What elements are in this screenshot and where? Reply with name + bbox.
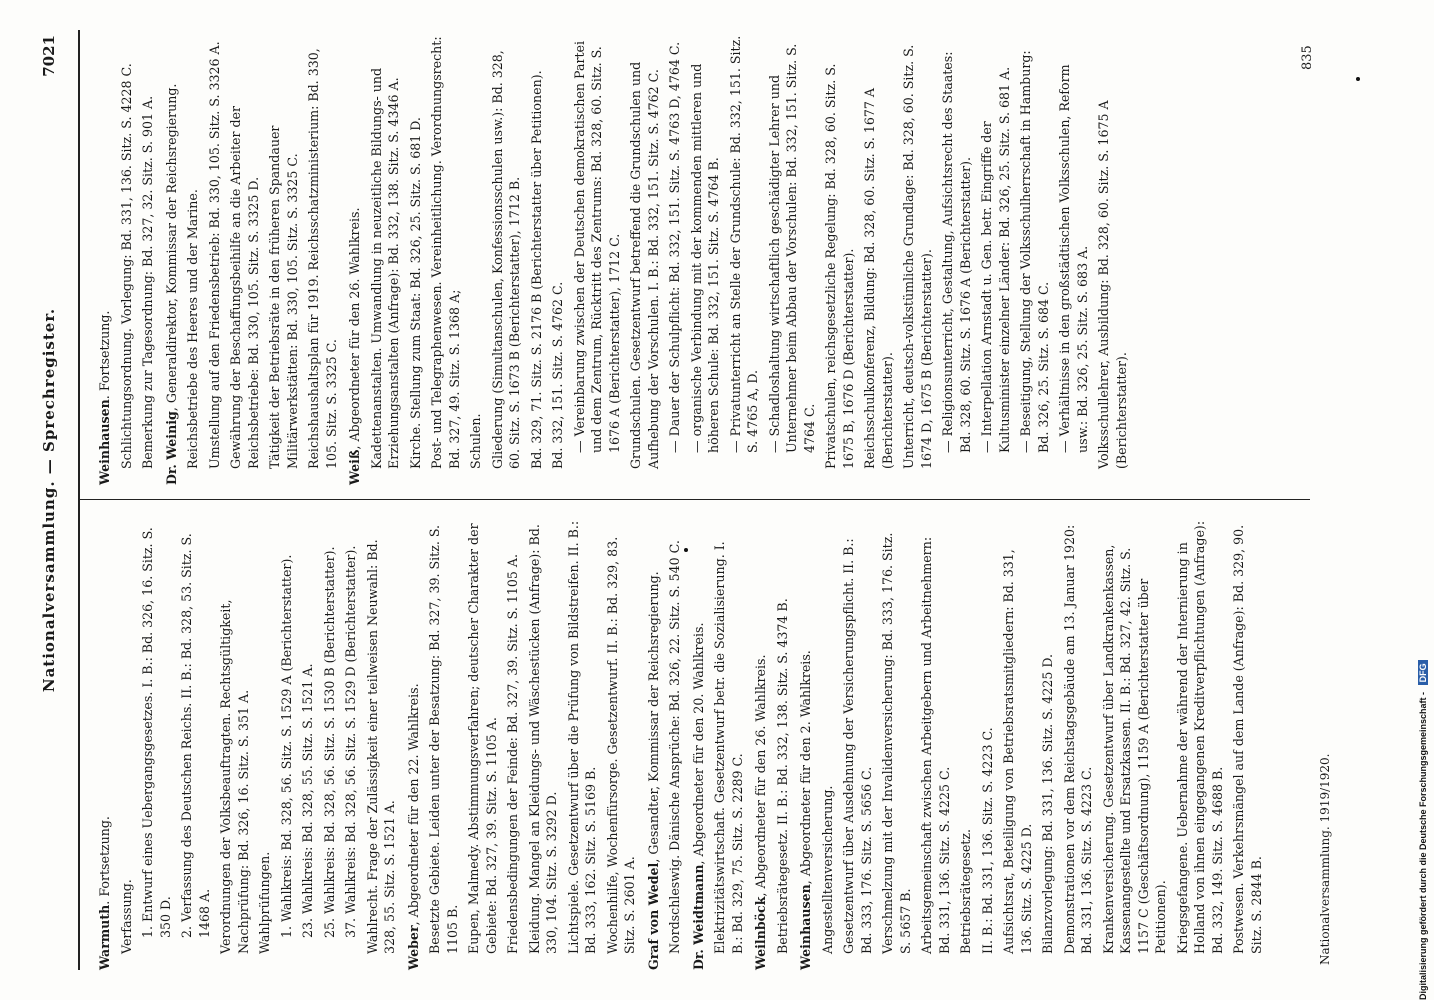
sheet-number: 835 <box>1300 45 1315 70</box>
header-title: Nationalversammlung. — Sprechregister. <box>40 307 58 693</box>
register-entry: II. B.: Bd. 331, 136. Sitz. S. 4223 C. <box>979 727 995 954</box>
register-entry: Arbeitsgemeinschaft zwischen Arbeitgebern und Arbeitnehmern: Bd. 331, 136. Sitz. S. 4225 C. <box>919 536 952 954</box>
register-entry: Krankenversicherung. Gesetzentwurf über Landkrankenkassen, Kassenangestellte und Ersatzkassen. II. B.: Bd. 327, 42. Sitz. S. 1157 C (Geschäftsordnung), 1159 A (Berichterstatter über Petitionen). <box>1100 544 1168 954</box>
register-entry: Verschmelzung mit der Invalidenversicherung: Bd. 333, 176. Sitz. S. 5657 B. <box>880 532 913 954</box>
register-entry: Post- und Telegraphenwesen. Vereinheitlichung. Verordnungsrecht: Bd. 327, 49. Sitz. S. 1368 A; <box>429 36 462 469</box>
register-entry: Volksschullehrer, Ausbildung: Bd. 328, 60. Sitz. S. 1675 A (Berichterstatter). <box>1096 100 1129 469</box>
dfg-logo-text: DFG <box>1418 660 1428 685</box>
register-entry: — organische Verbindung mit der kommenden mittleren und höheren Schule: Bd. 332, 151. Sitz. S. 4764 B. <box>688 63 721 453</box>
register-entry: Wochenhilfe, Wochenfürsorge. Gesetzentwurf. II. B.: Bd. 329, 83. Sitz. S. 2601 A. <box>604 536 637 954</box>
ink-dot <box>684 548 688 552</box>
register-entry: Gliederung (Simultanschulen, Konfessionsschulen usw.): Bd. 328, 60. Sitz. S. 1673 B (Berichterstatter), 1712 B. <box>489 50 522 469</box>
register-entry: Gewährung der Beschaffungsbeihilfe an die Arbeiter der Reichsbetriebe: Bd. 330, 105. Sitz. S. 3325 D. <box>228 105 261 469</box>
register-entry: Weiß, Abgeordneter für den 26. Wahlkreis. <box>347 207 362 485</box>
funding-notice: Digitalisierung gefördert durch die Deutsche Forschungsgemeinschaft - <box>1418 691 1428 1000</box>
column-divider <box>80 499 1310 500</box>
page-header <box>40 35 70 965</box>
register-entry: Unterricht, deutsch-volkstümliche Grundlage: Bd. 328, 60. Sitz. S. 1674 D, 1675 B (Berichterstatter). <box>901 44 934 469</box>
register-entry: Angestelltenversicherung. <box>819 785 835 954</box>
register-entry: — Verhältnisse in den großstädtischen Volksschulen, Reform usw.: Bd. 326, 25. Sitz. S. 683 A. <box>1057 64 1090 453</box>
register-entry: 37. Wahlkreis: Bd. 328, 56. Sitz. S. 1529 D (Berichterstatter). <box>343 545 358 938</box>
register-entry: Eupen, Malmedy. Abstimmungsverfahren; deutscher Charakter der Gebiete: Bd. 327, 39. Sitz. S. 1105 A. <box>466 523 499 954</box>
register-entry: Bd. 329, 71. Sitz. S. 2176 B (Berichterstatter über Petitionen). <box>528 70 544 469</box>
register-entry: Reichsbetriebe des Heeres und der Marine. <box>185 189 200 469</box>
side-notice-text <box>1418 20 1428 1000</box>
register-entry: Kleidung. Mangel an Kleidungs- und Wäschestücken (Anfrage): Bd. 330, 104. Sitz. S. 3292 D. <box>526 524 559 954</box>
register-entry: Dr. Weidtmann, Abgeordneter für den 20. Wahlkreis. <box>690 622 706 970</box>
register-entry: Aufsichtsrat, Beteiligung von Betriebsratsmitgliedern: Bd. 331, 136. Sitz. S. 4225 D. <box>1001 549 1034 954</box>
register-entry: Bilanzvorlegung: Bd. 331, 136. Sitz. S. 4225 D. <box>1040 653 1055 954</box>
register-entry: Dr. Weinig, Generaldirektor, Kommissar der Reichsregierung. <box>163 83 179 485</box>
register-entry: 25. Wahlkreis: Bd. 328, 56. Sitz. S. 1530 B (Berichterstatter). <box>321 546 337 938</box>
register-entry: 1. Entwurf eines Uebergangsgesetzes. I. B.: Bd. 326, 16. Sitz. S. 350 D. <box>140 527 173 938</box>
register-entry: Gesetzentwurf über Ausdehnung der Versicherungspflicht. II. B.: Bd. 333, 176. Sitz. S. 5656 C. <box>841 538 874 954</box>
register-entry: Postwesen. Verkehrsmängel auf dem Lande (Anfrage): Bd. 329, 90. Sitz. S. 2844 B. <box>1231 524 1264 954</box>
register-entry: Weinhausen, Abgeordneter für den 2. Wahlkreis. <box>798 650 813 970</box>
register-entry: Reichshaushaltsplan für 1919. Reichsschatzministerium: Bd. 330, 105. Sitz. S. 3325 C. <box>306 48 339 469</box>
register-entry: Lichtspiele. Gesetzentwurf über die Prüfung von Bildstreifen. II. B.: Bd. 333, 162. Sitz. S. 5169 B. <box>565 520 598 954</box>
register-entry: Wahlprüfungen. <box>257 851 272 954</box>
register-entry: Umstellung auf den Friedensbetrieb: Bd. 330, 105. Sitz. S. 3326 A. <box>206 41 222 469</box>
register-entry: Grundschulen. Gesetzentwurf betreffend die Grundschulen und Aufhebung der Vorschulen. I. B.: Bd. 332, 151. Sitz. S. 4762 C. <box>628 61 661 469</box>
register-entry: Graf von Wedel, Gesandter, Kommissar der Reichsregierung. <box>645 571 661 970</box>
register-entry: — Interpellation Arnstadt u. Gen. betr. Eingriffe der Kultusminister einzelner Länder: Bd. 326, 25. Sitz. S. 681 A. <box>979 66 1012 453</box>
register-entry: Betriebsrätegesetz. <box>958 829 973 954</box>
register-entry: Schulen. <box>468 413 483 469</box>
register-entry: Privatschulen, reichsgesetzliche Regelung: Bd. 328, 60. Sitz. S. 1675 B, 1676 D (Berichterstatter). <box>823 63 856 469</box>
register-entry: Schlichtungsordnung. Vorlegung: Bd. 331, 136. Sitz. S. 4228 C. <box>118 63 134 469</box>
ink-dot <box>1356 77 1360 81</box>
register-entry: 23. Wahlkreis: Bd. 328, 55. Sitz. S. 1521 A. <box>300 663 315 938</box>
left-column <box>90 520 1269 970</box>
footer-text: Nationalversammlung. 1919/1920. <box>1318 753 1332 965</box>
register-entry: — Beseitigung, Stellung der Volksschulherrschaft in Hamburg: Bd. 326, 25. Sitz. S. 684 C. <box>1018 50 1051 453</box>
register-entry: Reichsschulkonferenz, Bildung: Bd. 328, 60. Sitz. S. 1677 A (Berichterstatter). <box>862 87 895 469</box>
register-entry: Weilnböck, Abgeordneter für den 26. Wahlkreis. <box>753 654 768 970</box>
register-entry: Bd. 332, 151. Sitz. S. 4762 C. <box>550 281 565 469</box>
register-entry: Wahlrecht. Frage der Zulässigkeit einer teilweisen Neuwahl: Bd. 328, 55. Sitz. S. 1521 A. <box>364 539 397 954</box>
register-entry: Warmuth. Fortsetzung. <box>97 816 112 970</box>
register-entry: Friedensbedingungen der Feinde: Bd. 327, 39. Sitz. S. 1105 A. <box>505 554 520 954</box>
register-entry: Kadettenanstalten. Umwandlung in neuzeitliche Bildungs- und Erziehungsanstalten (Anfrage): Bd. 332, 138. Sitz. S. 4346 A. <box>368 67 401 469</box>
register-entry: Verfassung. <box>118 879 134 954</box>
register-entry: 1. Wahlkreis: Bd. 328, 56. Sitz. S. 1529 A (Berichterstatter). <box>278 554 294 938</box>
register-entry: — Privatunterricht an Stelle der Grundschule: Bd. 332, 151. Sitz. S. 4765 A, D. <box>727 35 760 453</box>
right-column <box>90 35 1134 485</box>
register-entry: Elektrizitätswirtschaft. Gesetzentwurf betr. die Sozialisierung. I. B.: Bd. 329, 75. Sitz. S. 2289 C. <box>712 541 745 954</box>
register-entry: — Schadloshaltung wirtschaftlich geschädigter Lehrer und Unternehmer beim Abbau der Vorschulen: Bd. 332, 151. Sitz. S. 4764 C. <box>766 43 817 453</box>
register-entry: — Dauer der Schulpflicht: Bd. 332, 151. Sitz. S. 4763 D, 4764 C. <box>667 41 682 453</box>
page-number: 7021 <box>40 35 58 77</box>
header-rule <box>78 30 80 970</box>
register-entry: Nordschleswig. Dänische Ansprüche: Bd. 326, 22. Sitz. S. 540 C. <box>667 540 682 954</box>
register-entry: Besetzte Gebiete. Leiden unter der Besatzung: Bd. 327, 39. Sitz. S. 1105 B. <box>427 524 460 954</box>
register-entry: Demonstrationen vor dem Reichstagsgebäude am 13. Januar 1920: Bd. 331, 136. Sitz. S. 4223 C. <box>1061 524 1094 954</box>
register-entry: Bemerkung zur Tagesordnung: Bd. 327, 32. Sitz. S. 901 A. <box>140 95 155 469</box>
side-notice <box>1418 10 1430 1000</box>
register-entry: — Vereinbarung zwischen der Deutschen demokratischen Partei und dem Zentrum, Rücktritt des Zentrums: Bd. 328, 60. Sitz. S. 1676 A (Berichterstatter), 1712 C. <box>571 40 622 453</box>
register-entry: Kriegsgefangene. Uebernahme der während der Internierung in Holland von ihnen eingegangenen Kreditverpflichtungen (Anfrage): Bd. 332, 149. Sitz. S. 4688 B. <box>1174 520 1225 954</box>
register-entry: Tätigkeit der Betriebsräte in den früheren Spandauer Militärwerkstätten: Bd. 330, 105. Sitz. S. 3325 C. <box>267 125 300 469</box>
register-entry: Betriebsrätegesetz. II. B.: Bd. 332, 138. Sitz. S. 4374 B. <box>774 598 790 954</box>
register-entry: Verordnungen der Volksbeauftragten. Rechtsgültigkeit, Nachprüfung: Bd. 326, 16. Sitz. S. 351 A. <box>218 599 251 954</box>
register-entry: Weber, Abgeordneter für den 22. Wahlkreis. <box>405 683 421 970</box>
register-entry: 2. Verfassung des Deutschen Reichs. II. B.: Bd. 328, 53. Sitz. S. 1468 A. <box>179 533 212 938</box>
register-entry: Kirche. Stellung zum Staat: Bd. 326, 25. Sitz. S. 681 D. <box>407 117 423 469</box>
register-entry: — Religionsunterricht, Gestaltung, Aufsichtsrecht des Staates: Bd. 328, 60. Sitz. S. 1676 A (Berichterstatter). <box>940 51 973 453</box>
register-entry: Weinhausen. Fortsetzung. <box>97 310 112 485</box>
